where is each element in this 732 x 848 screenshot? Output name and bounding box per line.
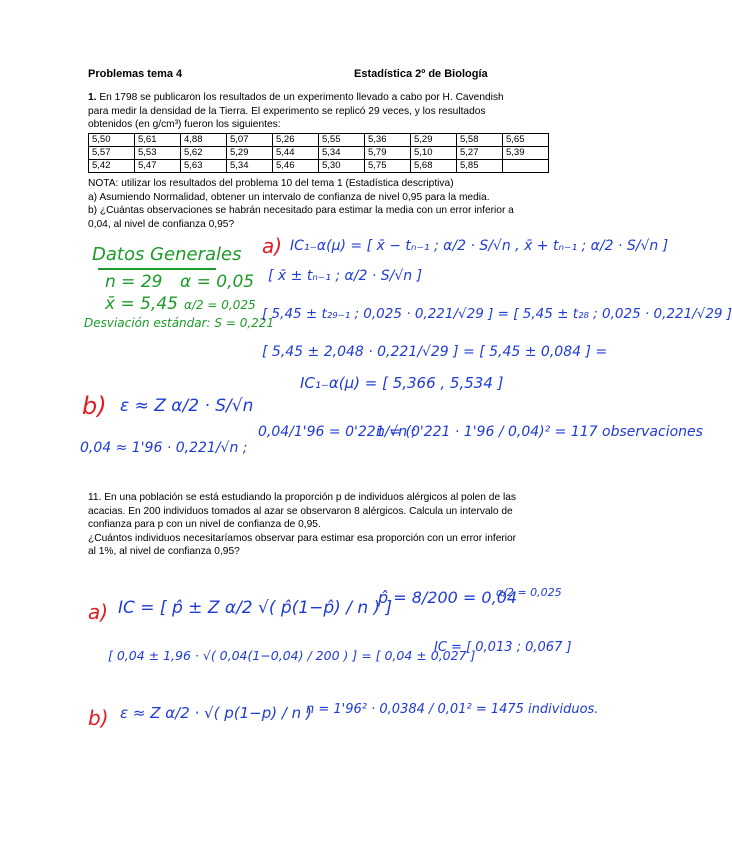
table-cell: 5,44 — [273, 147, 319, 160]
problem1-line-1: En 1798 se publicaron los resultados de un experimento llevado a cabo por H. Cavendish — [99, 92, 504, 103]
title-underline — [98, 268, 216, 270]
table-cell: 5,75 — [365, 160, 411, 173]
table-cell: 5,63 — [181, 160, 227, 173]
table-cell: 5,68 — [411, 160, 457, 173]
problem1-line-2: para medir la densidad de la Tierra. El experimento se replicó 29 veces, y los resultados — [88, 105, 486, 117]
datos-generales-title: Datos Generales — [92, 244, 242, 265]
problem11-line-2: acacias. En 200 individuos tomados al azar se observaron 8 alérgicos. Calcula un intervalo de — [88, 505, 513, 517]
problem1-line-3: obtenidos (en g/cm³) fueron los siguientes: — [88, 119, 281, 130]
problem1-number: 1. — [88, 92, 97, 103]
p11-b-formula: ε ≈ Z α/2 · √( p(1−p) / n ) — [120, 704, 312, 722]
datos-sd: Desviación estándar: S = 0,221 — [84, 316, 275, 330]
table-cell: 5,61 — [135, 134, 181, 147]
p11-b-result: n = 1'96² · 0,0384 / 0,01² = 1475 individuos. — [306, 702, 599, 717]
header-right: Estadística 2º de Biología — [354, 68, 488, 80]
table-cell: 5,34 — [227, 160, 273, 173]
table-cell: 5,50 — [89, 134, 135, 147]
datos-alpha: α = 0,05 — [180, 272, 255, 292]
p1-a-line-1: IC₁₋α(μ) = [ x̄ − tₙ₋₁ ; α/2 · S/√n , x̄ + tₙ₋₁ ; α/2 · S/√n ] — [290, 238, 669, 254]
table-cell: 5,36 — [365, 134, 411, 147]
table-cell: 5,62 — [181, 147, 227, 160]
datos-alpha-half: α/2 = 0,025 — [184, 298, 256, 312]
p1-a-line-3: [ 5,45 ± t₂₉₋₁ ; 0,025 · 0,221/√29 ] = [ 5,45 ± t₂₈ ; 0,025 · 0,221/√29 ] — [262, 306, 732, 322]
table-cell: 5,42 — [89, 160, 135, 173]
table-cell: 5,29 — [411, 134, 457, 147]
p1-a-line-2: [ x̄ ± tₙ₋₁ ; α/2 · S/√n ] — [268, 268, 423, 284]
p1-b-line-2: 0,04/1'96 = 0'221/√n ; — [258, 424, 417, 440]
table-row — [89, 160, 549, 173]
p11-a-line-2: [ 0,04 ± 1,96 · √( 0,04(1−0,04) / 200 ) ] = [ 0,04 ± 0,027 ] — [108, 648, 476, 663]
table-cell: 5,85 — [457, 160, 503, 173]
problem1-questions — [88, 177, 514, 231]
problem1-note: NOTA: utilizar los resultados del problema 10 del tema 1 (Estadística descriptiva) — [88, 178, 454, 189]
table-cell: 5,29 — [227, 147, 273, 160]
p1-b-line-3: n = (0'221 · 1'96 / 0,04)² = 117 observaciones — [376, 424, 703, 440]
p1-b-line-1: 0,04 ≈ 1'96 · 0,221/√n ; — [80, 440, 248, 456]
problem11-line-3: confianza para p con un nivel de confianza de 0,95. — [88, 519, 321, 530]
datos-xbar: x̄ = 5,45 — [105, 294, 178, 314]
p11-a-formula: IC = [ p̂ ± Z α/2 √( p̂(1−p̂) / n ) ] — [118, 598, 393, 618]
table-cell — [503, 160, 549, 173]
table-cell: 5,34 — [319, 147, 365, 160]
p11-a-result: IC = [ 0,013 ; 0,067 ] — [434, 640, 572, 655]
problem11-statement — [88, 491, 516, 559]
p1-b-formula: ε ≈ Z α/2 · S/√n — [120, 396, 254, 416]
header-left: Problemas tema 4 — [88, 68, 183, 80]
p1-part-a-label: a) — [262, 234, 283, 258]
table-row — [89, 134, 549, 147]
problem11-line-5: al 1%, al nivel de confianza 0,95? — [88, 546, 240, 557]
datos-n: n = 29 — [105, 272, 163, 292]
problem11-line-1: 11. En una población se está estudiando la proporción p de individuos alérgicos al polen de las — [88, 492, 516, 503]
problem1-statement — [88, 91, 504, 132]
p11-part-a-label: a) — [88, 600, 109, 624]
table-cell: 5,10 — [411, 147, 457, 160]
table-cell: 5,58 — [457, 134, 503, 147]
table-cell: 5,65 — [503, 134, 549, 147]
p1-a-result: IC₁₋α(μ) = [ 5,366 , 5,534 ] — [300, 374, 504, 392]
table-cell: 5,39 — [503, 147, 549, 160]
p1-part-b-label: b) — [82, 392, 107, 420]
problem1-question-a: a) Asumiendo Normalidad, obtener un intervalo de confianza de nivel 0,95 para la media. — [88, 191, 490, 203]
table-cell: 5,47 — [135, 160, 181, 173]
problem11-line-4: ¿Cuántos individuos necesitaríamos observar para estimar esa proporción con un error inferior — [88, 532, 517, 544]
p1-a-line-4: [ 5,45 ± 2,048 · 0,221/√29 ] = [ 5,45 ± 0,084 ] = — [262, 344, 608, 360]
table-cell: 5,53 — [135, 147, 181, 160]
table-cell: 4,88 — [181, 134, 227, 147]
cavendish-data-table — [88, 133, 549, 173]
table-cell: 5,79 — [365, 147, 411, 160]
p11-alpha-half: α/2 = 0,025 — [496, 586, 562, 599]
problem1-question-b-cont: 0,04, al nivel de confianza 0,95? — [88, 218, 235, 230]
table-cell: 5,27 — [457, 147, 503, 160]
table-cell: 5,26 — [273, 134, 319, 147]
table-cell: 5,46 — [273, 160, 319, 173]
problem1-question-b: b) ¿Cuántas observaciones se habrán necesitado para estimar la media con un error inferior a — [88, 205, 514, 216]
table-cell: 5,30 — [319, 160, 365, 173]
table-cell: 5,55 — [319, 134, 365, 147]
table-cell: 5,57 — [89, 147, 135, 160]
table-row — [89, 147, 549, 160]
table-cell: 5,07 — [227, 134, 273, 147]
p11-p-hat: p̂ = 8/200 = 0,04 — [378, 588, 518, 607]
p11-part-b-label: b) — [88, 706, 109, 730]
